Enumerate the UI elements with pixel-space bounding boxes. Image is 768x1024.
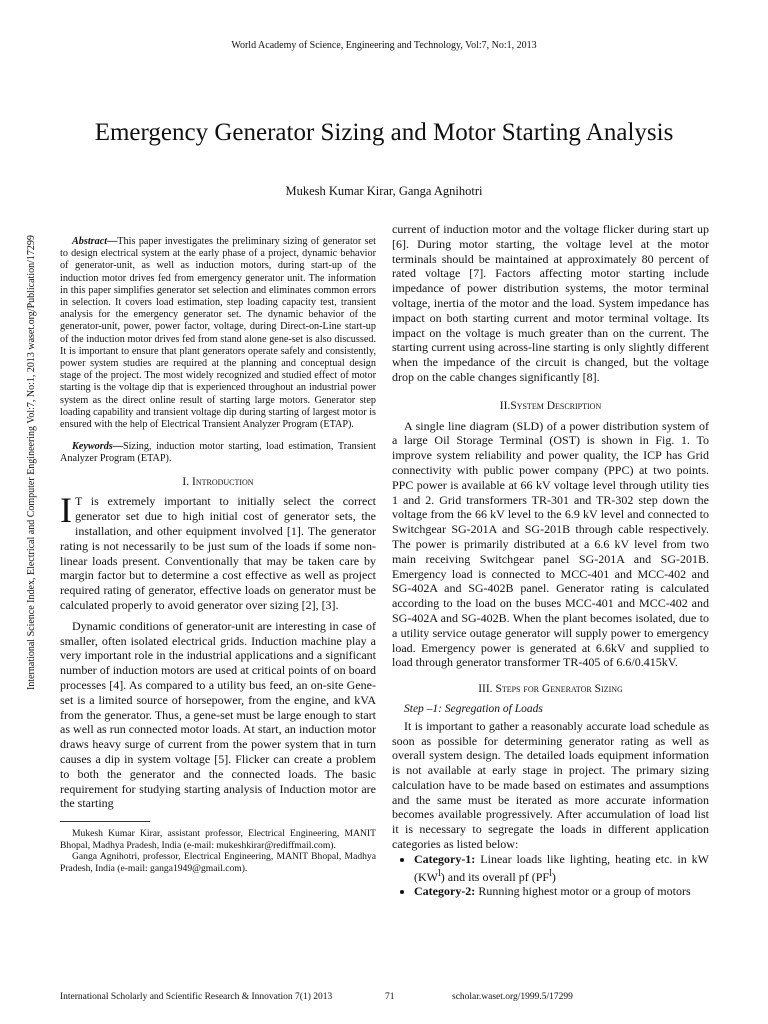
journal-header: World Academy of Science, Engineering and Technology, Vol:7, No:1, 2013 bbox=[231, 40, 537, 51]
category-1-end: ) bbox=[551, 869, 556, 884]
footer-page-number: 71 bbox=[385, 992, 395, 1002]
section-3-num: III. bbox=[478, 683, 493, 696]
side-watermark-text: International Science Index, Electrical and Computer Engineering Vol:7, No:1, 2013 waset.org/Publication/17299 bbox=[26, 235, 37, 690]
step-1-paragraph: It is important to gather a reasonably accurate load schedule as soon as possible for determining generator rating as well as overall system design. The detailed loads equipment information is not available at early stage in project. The primary sizing calculation have to be made based on estimates and assumptions and the same must be iterated as more accurate information becomes available progressively. After accumulation of load list it is necessary to segregate the loads in different application categories as listed below: bbox=[392, 718, 709, 852]
paper-title: Emergency Generator Sizing and Motor Starting Analysis bbox=[94, 119, 674, 146]
category-1-sup-1: l bbox=[438, 867, 441, 879]
footnote-1: Mukesh Kumar Kirar, assistant professor, Electrical Engineering, MANIT Bhopal, Madhya Pradesh, India (e-mail: mukeshkirar@rediffmail.com). bbox=[60, 828, 376, 851]
section-2-text: System Description bbox=[510, 399, 602, 412]
intro-paragraph-1 bbox=[60, 490, 376, 613]
keywords-text: Sizing, induction motor starting, load estimation, Transient Analyzer Program (ETAP). bbox=[60, 441, 376, 465]
category-1-sup-2: l bbox=[549, 867, 552, 879]
intro-heading bbox=[60, 475, 376, 490]
abstract bbox=[60, 236, 376, 431]
category-2-text: Running highest motor or a group of motors bbox=[478, 884, 691, 899]
abstract-label: Abstract bbox=[72, 236, 108, 247]
section-3-text: Steps for Generator Sizing bbox=[495, 683, 623, 696]
authors: Mukesh Kumar Kirar, Ganga Agnihotri bbox=[285, 184, 483, 198]
footer-publisher: International Scholarly and Scientific Research & Innovation 7(1) 2013 bbox=[60, 992, 333, 1002]
category-1-mid: ) and its overall pf (PF bbox=[440, 869, 550, 884]
section-2-heading bbox=[392, 399, 709, 414]
category-1-text: Linear loads like lighting, heating etc. in kW (KW bbox=[414, 851, 709, 884]
dropcap: I bbox=[60, 490, 72, 531]
intro-p1-text: T is extremely important to initially select the correct generator set due to high initial cost of generator sets, the installation, and other equipment involved [1]. The generator rating is not necessarily to be just sum of the loads if some non-linear loads present. Conventionally that may be taken care by margin factor but to determine a cost effective as well as project required rating of generator, effective loads on generator must be calculated properly to avoid generator over sizing [2], [3]. bbox=[60, 494, 376, 613]
footnote-rule bbox=[60, 821, 150, 822]
category-2-label: Category-2: bbox=[414, 884, 476, 899]
intro-heading-text: Introduction bbox=[191, 475, 254, 488]
section-2-num: II. bbox=[499, 399, 511, 412]
abstract-dash: — bbox=[107, 236, 118, 247]
category-1-item bbox=[414, 852, 709, 885]
keywords-label: Keywords bbox=[72, 441, 113, 453]
left-column bbox=[60, 236, 376, 874]
keywords bbox=[60, 441, 376, 465]
intro-paragraph-2: Dynamic conditions of generator-unit are interesting in case of smaller, often isolated electrical grids. Induction machine play a very important role in the industrial applications and a significant number of induction motors are used at critical points of on board processes [4]. As compared to a utility bus feed, an on-site Gene-set is a limited source of horsepower, from the engine, and kVA from the generator. Thus, a gene-set must be large enough to start as well as run connected motor loads. At start, an induction motor draws heavy surge of current from the power system that in turn causes a dip in system voltage [5]. Flicker can create a problem to both the generator and the connected loads. The basic requirement for studying starting analysis of Induction motor are the starting bbox=[60, 618, 376, 811]
abstract-text: This paper investigates the preliminary sizing of generator set to design electrical system at the early phase of a project, dynamic behavior of generator-unit, as well as induction motors, during start-up of the induction motor drives fed from emergency generator unit. The information in this paper simplifies generator set selection and eliminates common errors in selection. It covers load estimation, step loading capacity test, transient analysis for the emergency generator set. The dynamic behavior of the generator-unit, power, power factor, voltage, during Direct-on-Line start-up of the induction motor drives fed from stand alone gene-set is also discussed. It is important to ensure that plant generators operate safely and consistently, power system studies are required at the planning and conceptual design stage of the project. The most widely recognized and studied effect of motor starting is the voltage dip that is experienced throughout an industrial power system as the direct online result of starting large motors. Generator step loading capability and transient voltage dip during starting of largest motor is ensured with the help of Electrical Transient Analyzer Program (ETAP). bbox=[60, 236, 376, 431]
category-2-item bbox=[414, 884, 709, 899]
footnote-2: Ganga Agnihotri, professor, Electrical Engineering, MANIT Bhopal, Madhya Pradesh, India (e-mail: ganga1949@gmail.com). bbox=[60, 851, 376, 874]
section-3-heading bbox=[392, 682, 709, 697]
intro-continued: current of induction motor and the voltage flicker during start up [6]. During motor starting, the voltage level at the motor terminals should be maintained at approximately 80 percent of rated voltage [7]. Factors affecting motor starting include impedance of power distribution systems, the motor terminal voltage, inertia of the motor and the load. System impedance has impact on both starting current and motor terminal voltage. Its impact on the voltage is much greater than on the current. The starting current using across-line starting is only slightly different when the impedance of the circuit is changed, but the voltage drop on the cable changes significantly [8]. bbox=[392, 222, 709, 384]
keywords-dash: — bbox=[112, 441, 123, 453]
step-1-heading: Step –1: Segregation of Loads bbox=[404, 702, 543, 715]
footer-url: scholar.waset.org/1999.5/17299 bbox=[452, 992, 573, 1002]
section-2-paragraph: A single line diagram (SLD) of a power distribution system of a large Oil Storage Terminal (OST) is shown in Fig. 1. To improve system reliability and power quality, the ICP has Grid connectivity with public power company (PPC) at two points. PPC power is available at 66 kV voltage level through utility ties 1 and 2. Grid transformers TR-301 and TR-302 step down the voltage from the 66 kV level to the 6.9 kV level and connected to Switchgear SG-201A and SG-201B through cable respectively. The power is primarily distributed at a 6.6 kV level from two main receiving Switchgear panel SG-201A and SG-201B. Emergency load is connected to MCC-401 and MCC-402 and SG-402A and SG-402B panel. Generator rating is calculated according to the load on the buses MCC-401 and MCC-402 and SG-402A and SG-402B. When the plant becomes isolated, due to a utility service outage generator will supply power to emergency load. Emergency power is generated at 6.6kV and supplied to load through generator transformer TR-405 of 6.6/0.415kV. bbox=[392, 418, 709, 670]
category-1-label: Category-1: bbox=[414, 851, 476, 866]
right-column bbox=[392, 222, 709, 899]
intro-heading-num: I. bbox=[182, 475, 190, 488]
category-list bbox=[392, 852, 709, 899]
